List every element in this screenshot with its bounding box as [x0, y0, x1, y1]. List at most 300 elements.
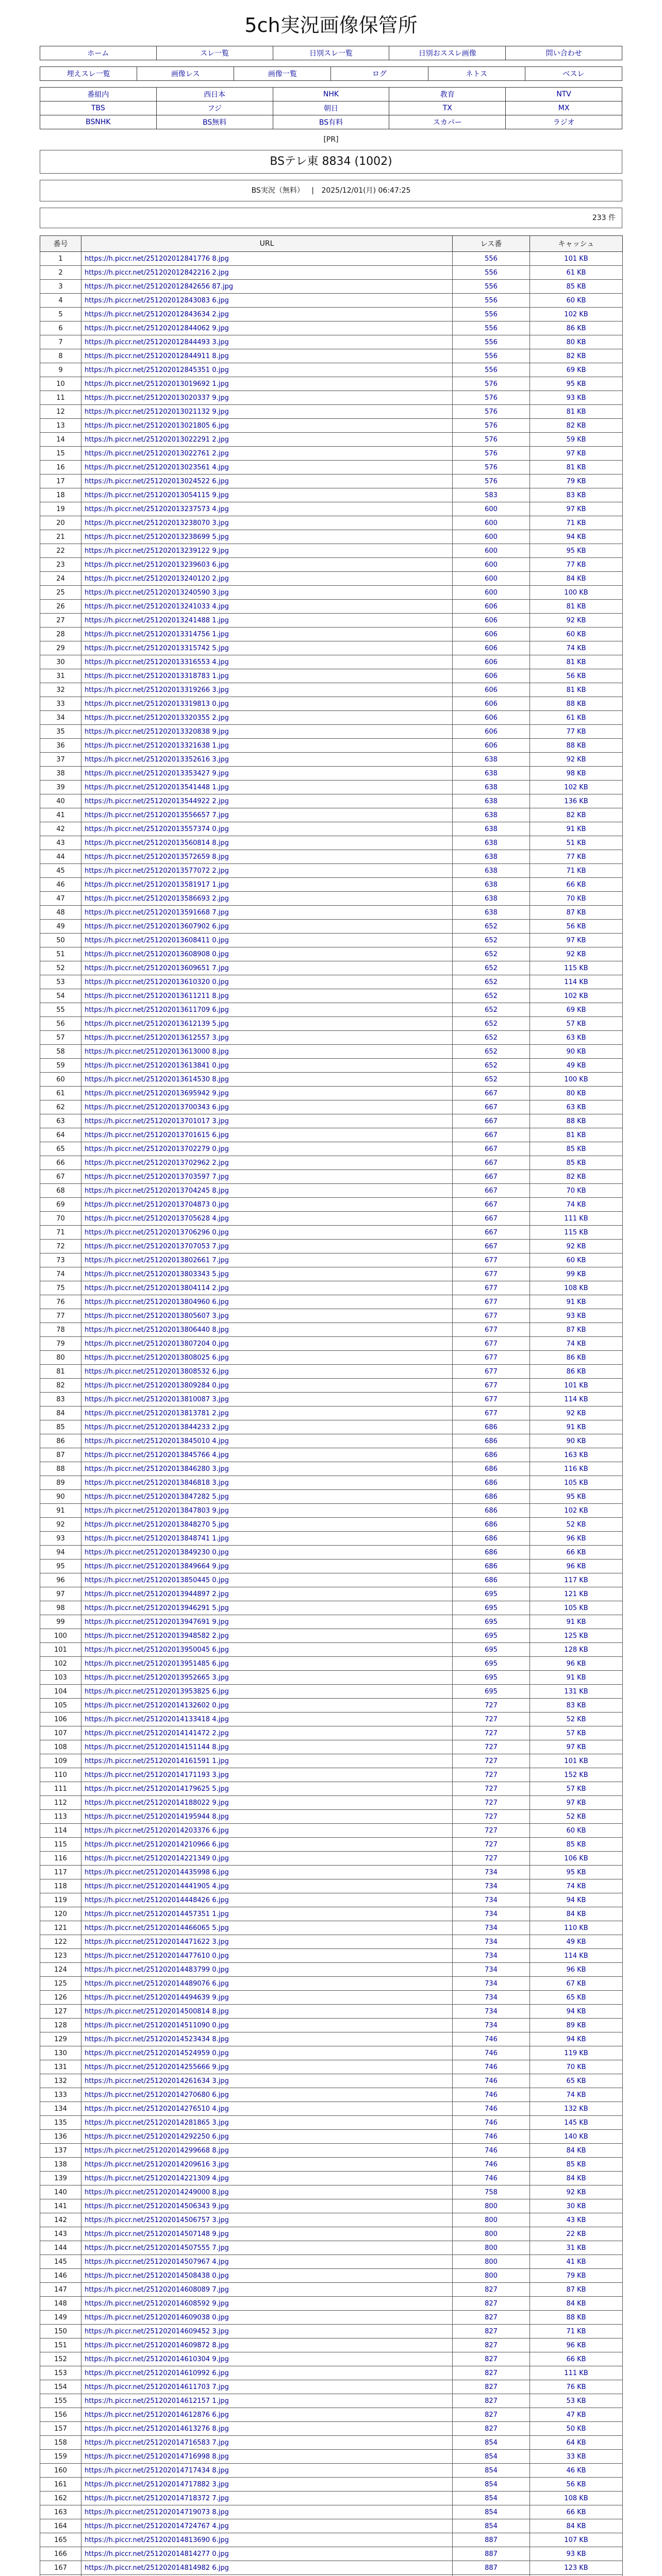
row-cache-link[interactable]: 86 KB — [530, 1351, 623, 1365]
row-cache-link[interactable]: 33 KB — [530, 2450, 623, 2464]
image-url-link[interactable]: https://h.piccr.net/251202013556657 7.jpg — [85, 811, 229, 819]
row-res-link[interactable]: 606 — [453, 600, 530, 614]
row-cache-link[interactable]: 95 KB — [530, 544, 623, 558]
image-url-link[interactable]: https://h.piccr.net/251202013702962 2.jpg — [85, 1159, 229, 1167]
image-url-link[interactable]: https://h.piccr.net/251202014719073 8.jpg — [85, 2508, 229, 2516]
row-cache-link[interactable]: 46 KB — [530, 2464, 623, 2478]
image-url-link[interactable]: https://h.piccr.net/251202013802661 7.jpg — [85, 1256, 229, 1264]
row-res-link[interactable]: 686 — [453, 1490, 530, 1504]
row-res-link[interactable]: 686 — [453, 1532, 530, 1546]
image-url-link[interactable]: https://h.piccr.net/251202013314756 1.jpg — [85, 630, 229, 638]
row-cache-link[interactable]: 100 KB — [530, 586, 623, 600]
row-res-link[interactable]: 583 — [453, 488, 530, 502]
row-cache-link[interactable]: 22 KB — [530, 2227, 623, 2241]
image-url-link[interactable]: https://h.piccr.net/251202013803343 5.jpg — [85, 1270, 229, 1278]
row-cache-link[interactable]: 85 KB — [530, 2158, 623, 2172]
image-url-link[interactable]: https://h.piccr.net/251202013849664 9.jpg — [85, 1562, 229, 1570]
row-res-link[interactable]: 854 — [453, 2478, 530, 2492]
image-url-link[interactable]: https://h.piccr.net/251202013613000 8.jpg — [85, 1047, 229, 1056]
row-cache-link[interactable]: 106 KB — [530, 1852, 623, 1866]
image-url-link[interactable]: https://h.piccr.net/251202013241488 1.jpg — [85, 616, 229, 624]
image-url-link[interactable]: https://h.piccr.net/251202013022761 2.jpg — [85, 449, 229, 457]
row-res-link[interactable]: 652 — [453, 989, 530, 1003]
row-res-link[interactable]: 600 — [453, 586, 530, 600]
image-url-link[interactable]: https://h.piccr.net/251202014507555 7.jpg — [85, 2244, 229, 2252]
row-res-link[interactable]: 695 — [453, 1685, 530, 1699]
image-url-link[interactable]: https://h.piccr.net/251202013948582 2.jpg — [85, 1632, 229, 1640]
row-res-link[interactable]: 638 — [453, 808, 530, 822]
image-url-link[interactable]: https://h.piccr.net/251202014209616 3.jpg — [85, 2160, 229, 2168]
row-res-link[interactable]: 695 — [453, 1629, 530, 1643]
row-cache-link[interactable]: 60 KB — [530, 1824, 623, 1838]
image-url-link[interactable]: https://h.piccr.net/251202014489076 6.jpg — [85, 1979, 229, 1988]
row-cache-link[interactable]: 61 KB — [530, 711, 623, 725]
image-url-link[interactable]: https://h.piccr.net/251202013804960 6.jpg — [85, 1298, 229, 1306]
row-res-link[interactable]: 652 — [453, 1045, 530, 1059]
row-res-link[interactable]: 677 — [453, 1295, 530, 1309]
row-res-link[interactable]: 695 — [453, 1587, 530, 1601]
image-url-link[interactable]: https://h.piccr.net/251202014151144 8.jpg — [85, 1743, 229, 1751]
image-url-link[interactable]: https://h.piccr.net/251202013054115 9.jpg — [85, 491, 229, 499]
row-res-link[interactable]: 638 — [453, 753, 530, 767]
row-cache-link[interactable]: 91 KB — [530, 1615, 623, 1629]
row-cache-link[interactable]: 64 KB — [530, 2436, 623, 2450]
row-res-link[interactable]: 854 — [453, 2505, 530, 2519]
row-res-link[interactable]: 746 — [453, 2116, 530, 2130]
nav-link[interactable]: 日別おススレ画像 — [418, 49, 476, 58]
row-res-link[interactable]: 695 — [453, 1671, 530, 1685]
row-cache-link[interactable]: 111 KB — [530, 2366, 623, 2380]
row-res-link[interactable]: 677 — [453, 1281, 530, 1295]
row-res-link[interactable]: 827 — [453, 2352, 530, 2366]
row-res-link[interactable]: 746 — [453, 2172, 530, 2185]
image-url-link[interactable]: https://h.piccr.net/251202014448426 6.jpg — [85, 1896, 229, 1904]
row-res-link[interactable]: 677 — [453, 1406, 530, 1420]
row-cache-link[interactable]: 74 KB — [530, 1879, 623, 1893]
row-res-link[interactable]: 667 — [453, 1087, 530, 1100]
row-res-link[interactable]: 600 — [453, 502, 530, 516]
image-url-link[interactable]: https://h.piccr.net/251202012844493 3.jpg — [85, 338, 229, 346]
row-res-link[interactable]: 576 — [453, 447, 530, 461]
row-cache-link[interactable]: 70 KB — [530, 2060, 623, 2074]
row-cache-link[interactable]: 108 KB — [530, 1281, 623, 1295]
row-cache-link[interactable]: 114 KB — [530, 975, 623, 989]
row-res-link[interactable]: 727 — [453, 1810, 530, 1824]
image-url-link[interactable]: https://h.piccr.net/251202013804114 2.jpg — [85, 1284, 229, 1292]
image-url-link[interactable]: https://h.piccr.net/251202013241033 4.jpg — [85, 602, 229, 611]
image-url-link[interactable]: https://h.piccr.net/251202014613276 8.jpg — [85, 2425, 229, 2433]
row-res-link[interactable]: 887 — [453, 2561, 530, 2575]
image-url-link[interactable]: https://h.piccr.net/251202013848270 5.jpg — [85, 1520, 229, 1529]
image-url-link[interactable]: https://h.piccr.net/251202013695942 9.jpg — [85, 1089, 229, 1097]
image-url-link[interactable]: https://h.piccr.net/251202013020337 9.jpg — [85, 394, 229, 402]
nav-link[interactable]: 問い合わせ — [545, 49, 582, 58]
row-res-link[interactable]: 746 — [453, 2032, 530, 2046]
row-cache-link[interactable]: 60 KB — [530, 1253, 623, 1267]
row-cache-link[interactable]: 84 KB — [530, 2144, 623, 2158]
row-res-link[interactable]: 727 — [453, 1852, 530, 1866]
image-url-link[interactable]: https://h.piccr.net/251202013944897 2.jpg — [85, 1590, 229, 1598]
image-url-link[interactable]: https://h.piccr.net/251202014281865 3.jpg — [85, 2119, 229, 2127]
image-url-link[interactable]: https://h.piccr.net/251202013544922 2.jpg — [85, 797, 229, 805]
row-cache-link[interactable]: 101 KB — [530, 1379, 623, 1393]
row-res-link[interactable]: 576 — [453, 474, 530, 488]
row-res-link[interactable]: 667 — [453, 1198, 530, 1212]
row-cache-link[interactable]: 97 KB — [530, 447, 623, 461]
row-cache-link[interactable]: 117 KB — [530, 1573, 623, 1587]
row-res-link[interactable]: 652 — [453, 1059, 530, 1073]
row-res-link[interactable]: 667 — [453, 1212, 530, 1226]
row-res-link[interactable]: 576 — [453, 391, 530, 405]
row-res-link[interactable]: 827 — [453, 2338, 530, 2352]
row-cache-link[interactable]: 77 KB — [530, 850, 623, 864]
row-res-link[interactable]: 746 — [453, 2074, 530, 2088]
row-cache-link[interactable]: 41 KB — [530, 2255, 623, 2269]
row-cache-link[interactable]: 79 KB — [530, 474, 623, 488]
image-url-link[interactable]: https://h.piccr.net/251202013581917 1.jpg — [85, 880, 229, 889]
row-cache-link[interactable]: 77 KB — [530, 558, 623, 572]
image-url-link[interactable]: https://h.piccr.net/251202013238699 5.jpg — [85, 533, 229, 541]
row-cache-link[interactable]: 115 KB — [530, 1226, 623, 1240]
image-url-link[interactable]: https://h.piccr.net/251202013805607 3.jpg — [85, 1312, 229, 1320]
row-cache-link[interactable]: 95 KB — [530, 377, 623, 391]
row-res-link[interactable]: 606 — [453, 739, 530, 753]
row-res-link[interactable]: 746 — [453, 2060, 530, 2074]
row-res-link[interactable]: 727 — [453, 1740, 530, 1754]
row-cache-link[interactable]: 86 KB — [530, 1365, 623, 1379]
row-cache-link[interactable]: 87 KB — [530, 1323, 623, 1337]
image-url-link[interactable]: https://h.piccr.net/251202014814277 0.jpg — [85, 2550, 229, 2558]
row-res-link[interactable]: 695 — [453, 1601, 530, 1615]
row-cache-link[interactable]: 70 KB — [530, 892, 623, 906]
row-res-link[interactable]: 667 — [453, 1226, 530, 1240]
image-url-link[interactable]: https://h.piccr.net/251202013703597 7.jpg — [85, 1173, 229, 1181]
image-url-link[interactable]: https://h.piccr.net/251202013701017 3.jpg — [85, 1117, 229, 1125]
row-cache-link[interactable]: 102 KB — [530, 989, 623, 1003]
row-cache-link[interactable]: 101 KB — [530, 1754, 623, 1768]
image-url-link[interactable]: https://h.piccr.net/251202013586693 2.jpg — [85, 894, 229, 903]
row-cache-link[interactable]: 56 KB — [530, 669, 623, 683]
row-cache-link[interactable]: 86 KB — [530, 321, 623, 335]
nav-link[interactable]: 日別スレ一覧 — [309, 49, 353, 58]
row-cache-link[interactable]: 74 KB — [530, 1337, 623, 1351]
channel-link[interactable]: 番組内 — [87, 91, 109, 99]
image-url-link[interactable]: https://h.piccr.net/251202013813781 2.jpg — [85, 1409, 229, 1417]
row-res-link[interactable]: 746 — [453, 2088, 530, 2102]
row-res-link[interactable]: 686 — [453, 1476, 530, 1490]
row-res-link[interactable]: 600 — [453, 558, 530, 572]
image-url-link[interactable]: https://h.piccr.net/251202014466065 5.jpg — [85, 1924, 229, 1932]
row-res-link[interactable]: 638 — [453, 767, 530, 781]
row-res-link[interactable]: 556 — [453, 266, 530, 280]
image-url-link[interactable]: https://h.piccr.net/251202014494639 9.jpg — [85, 1993, 229, 2002]
row-res-link[interactable]: 686 — [453, 1560, 530, 1573]
image-url-link[interactable]: https://h.piccr.net/251202014161591 1.jpg — [85, 1757, 229, 1765]
row-res-link[interactable]: 827 — [453, 2394, 530, 2408]
image-url-link[interactable]: https://h.piccr.net/251202014435998 6.jpg — [85, 1868, 229, 1876]
row-cache-link[interactable]: 90 KB — [530, 1045, 623, 1059]
image-url-link[interactable]: https://h.piccr.net/251202013352616 3.jpg — [85, 755, 229, 764]
image-url-link[interactable]: https://h.piccr.net/251202013612139 5.jpg — [85, 1020, 229, 1028]
row-res-link[interactable]: 600 — [453, 516, 530, 530]
row-cache-link[interactable]: 56 KB — [530, 2478, 623, 2492]
image-url-link[interactable]: https://h.piccr.net/251202014179625 5.jpg — [85, 1785, 229, 1793]
nav-link[interactable]: ホーム — [87, 49, 109, 58]
row-cache-link[interactable]: 83 KB — [530, 488, 623, 502]
row-cache-link[interactable]: 102 KB — [530, 1504, 623, 1518]
row-res-link[interactable]: 827 — [453, 2380, 530, 2394]
row-res-link[interactable]: 686 — [453, 1546, 530, 1560]
row-cache-link[interactable]: 82 KB — [530, 1170, 623, 1184]
image-url-link[interactable]: https://h.piccr.net/251202014612876 6.jpg — [85, 2411, 229, 2419]
row-cache-link[interactable]: 77 KB — [530, 725, 623, 739]
row-cache-link[interactable]: 74 KB — [530, 641, 623, 655]
channel-link[interactable]: 西日本 — [204, 91, 226, 99]
image-url-link[interactable]: https://h.piccr.net/251202013353427 9.jpg — [85, 769, 229, 777]
row-res-link[interactable]: 638 — [453, 850, 530, 864]
row-res-link[interactable]: 667 — [453, 1100, 530, 1114]
channel-link[interactable]: MX — [558, 104, 570, 112]
row-res-link[interactable]: 667 — [453, 1114, 530, 1128]
image-url-link[interactable]: https://h.piccr.net/251202013019692 1.jpg — [85, 380, 229, 388]
image-url-link[interactable]: https://h.piccr.net/251202013237573 4.jpg — [85, 505, 229, 513]
row-cache-link[interactable]: 97 KB — [530, 934, 623, 947]
row-res-link[interactable]: 556 — [453, 308, 530, 321]
image-url-link[interactable]: https://h.piccr.net/251202014203376 6.jpg — [85, 1826, 229, 1835]
row-res-link[interactable]: 606 — [453, 628, 530, 641]
image-url-link[interactable]: https://h.piccr.net/251202013611709 6.jpg — [85, 1006, 229, 1014]
row-cache-link[interactable]: 100 KB — [530, 1073, 623, 1087]
row-res-link[interactable]: 606 — [453, 669, 530, 683]
image-url-link[interactable]: https://h.piccr.net/251202013707053 7.jpg — [85, 1242, 229, 1250]
row-res-link[interactable]: 677 — [453, 1267, 530, 1281]
row-res-link[interactable]: 652 — [453, 920, 530, 934]
row-res-link[interactable]: 686 — [453, 1462, 530, 1476]
row-res-link[interactable]: 600 — [453, 530, 530, 544]
image-url-link[interactable]: https://h.piccr.net/251202014610304 9.jpg — [85, 2355, 229, 2363]
row-cache-link[interactable]: 94 KB — [530, 530, 623, 544]
row-cache-link[interactable]: 47 KB — [530, 2408, 623, 2422]
image-url-link[interactable]: https://h.piccr.net/251202014511090 0.jpg — [85, 2021, 229, 2029]
image-url-link[interactable]: https://h.piccr.net/251202013612557 3.jpg — [85, 1033, 229, 1042]
row-res-link[interactable]: 667 — [453, 1184, 530, 1198]
image-url-link[interactable]: https://h.piccr.net/251202013607902 6.jpg — [85, 922, 229, 930]
row-cache-link[interactable]: 93 KB — [530, 1309, 623, 1323]
row-cache-link[interactable]: 56 KB — [530, 920, 623, 934]
image-url-link[interactable]: https://h.piccr.net/251202014506757 3.jpg — [85, 2216, 229, 2224]
row-res-link[interactable]: 746 — [453, 2158, 530, 2172]
channel-link[interactable]: BS有料 — [319, 118, 343, 127]
row-res-link[interactable]: 800 — [453, 2213, 530, 2227]
image-url-link[interactable]: https://h.piccr.net/251202014270680 6.jpg — [85, 2091, 229, 2099]
row-cache-link[interactable]: 63 KB — [530, 1100, 623, 1114]
subnav-link[interactable]: ログ — [372, 70, 387, 78]
row-cache-link[interactable]: 67 KB — [530, 1977, 623, 1991]
row-res-link[interactable]: 827 — [453, 2283, 530, 2297]
row-cache-link[interactable]: 43 KB — [530, 2213, 623, 2227]
row-res-link[interactable]: 556 — [453, 335, 530, 349]
row-res-link[interactable]: 734 — [453, 1977, 530, 1991]
row-cache-link[interactable]: 123 KB — [530, 2561, 623, 2575]
image-url-link[interactable]: https://h.piccr.net/251202013315742 5.jpg — [85, 644, 229, 652]
image-url-link[interactable]: https://h.piccr.net/251202013947691 9.jpg — [85, 1618, 229, 1626]
row-cache-link[interactable]: 88 KB — [530, 697, 623, 711]
row-cache-link[interactable]: 114 KB — [530, 1393, 623, 1406]
row-cache-link[interactable]: 66 KB — [530, 2505, 623, 2519]
image-url-link[interactable]: https://h.piccr.net/251202014609452 3.jpg — [85, 2327, 229, 2335]
channel-link[interactable]: TX — [442, 104, 452, 112]
row-res-link[interactable]: 677 — [453, 1337, 530, 1351]
subnav-link[interactable]: 埋えスレ一覧 — [67, 70, 110, 78]
row-cache-link[interactable]: 50 KB — [530, 2422, 623, 2436]
row-cache-link[interactable]: 63 KB — [530, 1031, 623, 1045]
row-res-link[interactable]: 887 — [453, 2533, 530, 2547]
row-res-link[interactable]: 686 — [453, 1518, 530, 1532]
row-cache-link[interactable]: 92 KB — [530, 614, 623, 628]
row-res-link[interactable]: 746 — [453, 2130, 530, 2144]
image-url-link[interactable]: https://h.piccr.net/251202014276510 4.jpg — [85, 2105, 229, 2113]
row-cache-link[interactable]: 85 KB — [530, 1156, 623, 1170]
row-res-link[interactable]: 827 — [453, 2297, 530, 2311]
row-res-link[interactable]: 667 — [453, 1170, 530, 1184]
image-url-link[interactable]: https://h.piccr.net/251202012842216 2.jpg — [85, 268, 229, 277]
row-cache-link[interactable]: 52 KB — [530, 1518, 623, 1532]
row-cache-link[interactable]: 30 KB — [530, 2199, 623, 2213]
image-url-link[interactable]: https://h.piccr.net/251202014500814 8.jpg — [85, 2007, 229, 2015]
image-url-link[interactable]: https://h.piccr.net/251202013610320 0.jpg — [85, 978, 229, 986]
row-cache-link[interactable]: 96 KB — [530, 1532, 623, 1546]
row-cache-link[interactable]: 102 KB — [530, 781, 623, 794]
image-url-link[interactable]: https://h.piccr.net/251202013700343 6.jpg — [85, 1103, 229, 1111]
image-url-link[interactable]: https://h.piccr.net/251202014508438 0.jpg — [85, 2272, 229, 2280]
image-url-link[interactable]: https://h.piccr.net/251202013239603 6.jpg — [85, 561, 229, 569]
row-res-link[interactable]: 686 — [453, 1420, 530, 1434]
row-res-link[interactable]: 734 — [453, 1879, 530, 1893]
row-res-link[interactable]: 576 — [453, 419, 530, 433]
row-res-link[interactable]: 734 — [453, 1921, 530, 1935]
subnav-link[interactable]: ベスレ — [562, 70, 585, 78]
row-res-link[interactable]: 638 — [453, 781, 530, 794]
image-url-link[interactable]: https://h.piccr.net/251202013850445 0.jpg — [85, 1576, 229, 1584]
image-url-link[interactable]: https://h.piccr.net/251202013847803 9.jpg — [85, 1506, 229, 1515]
row-cache-link[interactable]: 31 KB — [530, 2241, 623, 2255]
row-res-link[interactable]: 854 — [453, 2519, 530, 2533]
image-url-link[interactable]: https://h.piccr.net/251202014255666 9.jpg — [85, 2063, 229, 2071]
image-url-link[interactable]: https://h.piccr.net/251202014611703 7.jpg — [85, 2383, 229, 2391]
row-res-link[interactable]: 727 — [453, 1754, 530, 1768]
row-res-link[interactable]: 556 — [453, 280, 530, 294]
row-res-link[interactable]: 600 — [453, 544, 530, 558]
image-url-link[interactable]: https://h.piccr.net/251202012841776 8.jpg — [85, 255, 229, 263]
image-url-link[interactable]: https://h.piccr.net/251202013320355 2.jpg — [85, 714, 229, 722]
image-url-link[interactable]: https://h.piccr.net/251202013240120 2.jpg — [85, 574, 229, 583]
row-res-link[interactable]: 606 — [453, 614, 530, 628]
image-url-link[interactable]: https://h.piccr.net/251202013021132 9.jpg — [85, 408, 229, 416]
row-res-link[interactable]: 827 — [453, 2325, 530, 2338]
image-url-link[interactable]: https://h.piccr.net/251202013705628 4.jpg — [85, 1214, 229, 1223]
row-res-link[interactable]: 727 — [453, 1838, 530, 1852]
image-url-link[interactable]: https://h.piccr.net/251202013808025 6.jpg — [85, 1353, 229, 1362]
row-res-link[interactable]: 827 — [453, 2311, 530, 2325]
row-res-link[interactable]: 734 — [453, 1907, 530, 1921]
image-url-link[interactable]: https://h.piccr.net/251202013846818 3.jpg — [85, 1479, 229, 1487]
row-res-link[interactable]: 686 — [453, 1434, 530, 1448]
image-url-link[interactable]: https://h.piccr.net/251202013847282 5.jpg — [85, 1493, 229, 1501]
row-cache-link[interactable]: 85 KB — [530, 280, 623, 294]
row-cache-link[interactable]: 57 KB — [530, 1782, 623, 1796]
image-url-link[interactable]: https://h.piccr.net/251202012842656 87.jpg — [85, 282, 234, 291]
row-cache-link[interactable]: 84 KB — [530, 2297, 623, 2311]
row-res-link[interactable]: 827 — [453, 2422, 530, 2436]
row-res-link[interactable]: 695 — [453, 1657, 530, 1671]
row-cache-link[interactable]: 121 KB — [530, 1587, 623, 1601]
row-res-link[interactable]: 727 — [453, 1726, 530, 1740]
row-res-link[interactable]: 606 — [453, 697, 530, 711]
row-res-link[interactable]: 734 — [453, 1866, 530, 1879]
row-cache-link[interactable]: 128 KB — [530, 1643, 623, 1657]
row-res-link[interactable]: 638 — [453, 878, 530, 892]
image-url-link[interactable]: https://h.piccr.net/251202014249000 8.jpg — [85, 2188, 229, 2196]
image-url-link[interactable]: https://h.piccr.net/251202013022291 2.jpg — [85, 435, 229, 444]
row-cache-link[interactable]: 80 KB — [530, 1087, 623, 1100]
image-url-link[interactable]: https://h.piccr.net/251202014171193 3.jpg — [85, 1771, 229, 1779]
image-url-link[interactable]: https://h.piccr.net/251202013808532 6.jpg — [85, 1367, 229, 1376]
subnav-link[interactable]: ネトス — [466, 70, 488, 78]
row-cache-link[interactable]: 95 KB — [530, 1866, 623, 1879]
row-res-link[interactable]: 677 — [453, 1393, 530, 1406]
row-cache-link[interactable]: 57 KB — [530, 1726, 623, 1740]
image-url-link[interactable]: https://h.piccr.net/251202014221309 4.jpg — [85, 2174, 229, 2182]
row-cache-link[interactable]: 125 KB — [530, 1629, 623, 1643]
image-url-link[interactable]: https://h.piccr.net/251202013848741 1.jpg — [85, 1534, 229, 1543]
row-res-link[interactable]: 727 — [453, 1768, 530, 1782]
image-url-link[interactable]: https://h.piccr.net/251202013706296 0.jpg — [85, 1228, 229, 1236]
row-cache-link[interactable]: 88 KB — [530, 739, 623, 753]
image-url-link[interactable]: https://h.piccr.net/251202014221349 0.jpg — [85, 1854, 229, 1862]
subnav-link[interactable]: 画像レス — [171, 70, 200, 78]
image-url-link[interactable]: https://h.piccr.net/251202013591668 7.jpg — [85, 908, 229, 917]
image-url-link[interactable]: https://h.piccr.net/251202013806440 8.jpg — [85, 1326, 229, 1334]
row-cache-link[interactable]: 71 KB — [530, 516, 623, 530]
row-res-link[interactable]: 667 — [453, 1142, 530, 1156]
row-res-link[interactable]: 556 — [453, 252, 530, 266]
row-cache-link[interactable]: 79 KB — [530, 2269, 623, 2283]
row-cache-link[interactable]: 71 KB — [530, 864, 623, 878]
row-res-link[interactable]: 652 — [453, 934, 530, 947]
row-cache-link[interactable]: 90 KB — [530, 1434, 623, 1448]
row-res-link[interactable]: 734 — [453, 1949, 530, 1963]
row-res-link[interactable]: 800 — [453, 2255, 530, 2269]
row-res-link[interactable]: 734 — [453, 1935, 530, 1949]
image-url-link[interactable]: https://h.piccr.net/251202014717434 8.jpg — [85, 2466, 229, 2475]
row-res-link[interactable]: 638 — [453, 864, 530, 878]
row-cache-link[interactable]: 52 KB — [530, 1713, 623, 1726]
row-res-link[interactable]: 727 — [453, 1824, 530, 1838]
row-cache-link[interactable]: 80 KB — [530, 335, 623, 349]
row-cache-link[interactable]: 105 KB — [530, 1601, 623, 1615]
image-url-link[interactable]: https://h.piccr.net/251202013845010 4.jpg — [85, 1437, 229, 1445]
image-url-link[interactable]: https://h.piccr.net/251202014524959 0.jpg — [85, 2049, 229, 2057]
row-res-link[interactable]: 800 — [453, 2227, 530, 2241]
row-cache-link[interactable]: 105 KB — [530, 1476, 623, 1490]
row-res-link[interactable]: 677 — [453, 1351, 530, 1365]
row-cache-link[interactable]: 89 KB — [530, 2019, 623, 2032]
image-url-link[interactable]: https://h.piccr.net/251202014457351 1.jpg — [85, 1910, 229, 1918]
image-url-link[interactable]: https://h.piccr.net/251202013807204 0.jpg — [85, 1340, 229, 1348]
row-cache-link[interactable]: 57 KB — [530, 1017, 623, 1031]
row-cache-link[interactable]: 91 KB — [530, 822, 623, 836]
row-res-link[interactable]: 695 — [453, 1643, 530, 1657]
